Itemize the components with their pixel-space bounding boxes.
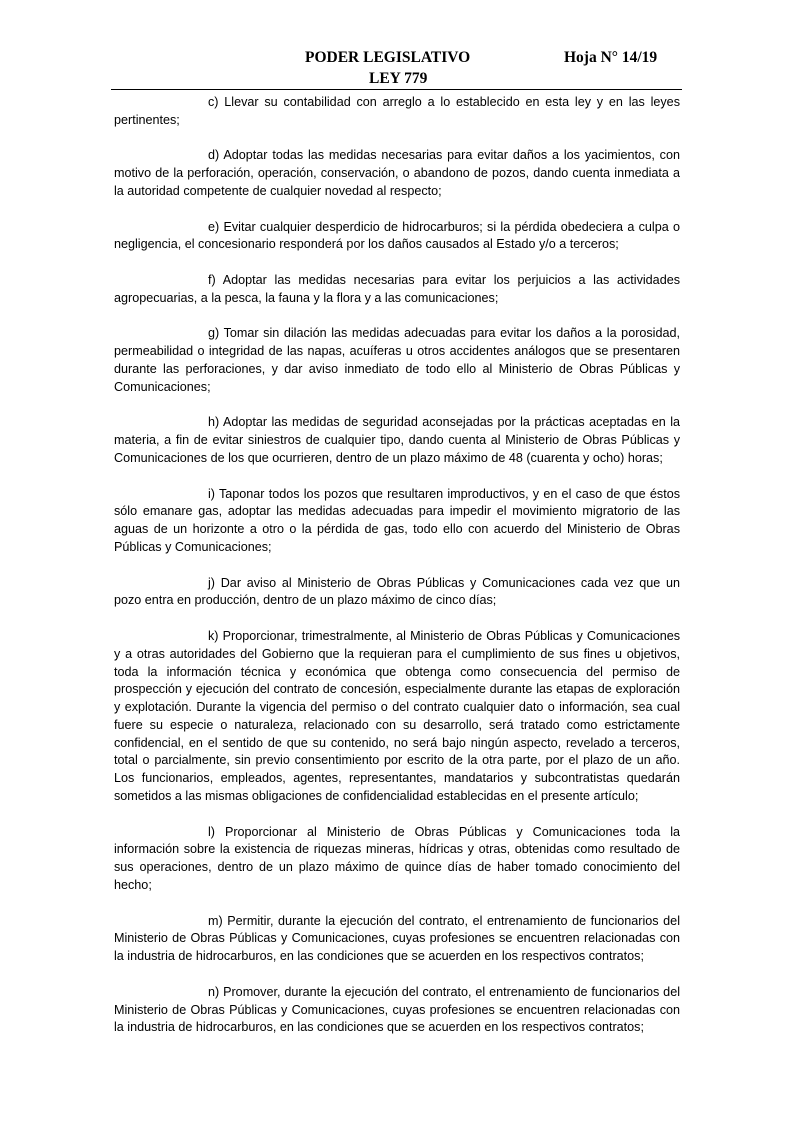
- paragraph-f: f) Adoptar las medidas necesarias para evitar los perjuicios a las actividades agropecuarias, a la pesca, la fauna y la flora y a las comunicaciones;: [114, 272, 680, 305]
- paragraph-m: m) Permitir, durante la ejecución del contrato, el entrenamiento de funcionarios del Ministerio de Obras Públicas y Comunicaciones, cuyas profesiones se encuentren relacionadas con la industria de hidrocarburos, en las condiciones que se acuerden en los respectivos contratos;: [114, 913, 680, 964]
- header-divider: [111, 89, 682, 90]
- paragraph-e: e) Evitar cualquier desperdicio de hidrocarburos; si la pérdida obedeciera a culpa o negligencia, el concesionario responderá por los daños causados al Estado y/o a terceros;: [114, 219, 680, 252]
- paragraph-j: j) Dar aviso al Ministerio de Obras Públicas y Comunicaciones cada vez que un pozo entra en producción, dentro de un plazo máximo de cinco días;: [114, 575, 680, 608]
- header-org-title: PODER LEGISLATIVO: [305, 49, 471, 66]
- paragraph-k: k) Proporcionar, trimestralmente, al Ministerio de Obras Públicas y Comunicaciones y a otras autoridades del Gobierno que la requieran para el cumplimiento de sus fines u objetivos, toda la información técnica y económica que obtenga como consecuencia del permiso de prospección y ejecución del contrato de concesión, especialmente durante las etapas de exploración y explotación. Durante la vigencia del permiso o del contrato cualquier dato o información, sea cual fuere su especie o naturaleza, relacionado con su desarrollo, será tratado como estrictamente confidencial, en el sentido de que su contenido, no será bajo ningún aspecto, revelado a terceros, total o parcialmente, sin previo consentimiento por escrito de la otra parte, por el plazo de un año. Los funcionarios, empleados, agentes, representantes, mandatarios y subcontratistas quedarán sometidos a las mismas obligaciones de confidencialidad establecidas en el presente artículo;: [114, 628, 680, 804]
- paragraph-i: i) Taponar todos los pozos que resultaren improductivos, y en el caso de que éstos sólo emanare gas, adoptar las medidas adecuadas para impedir el movimiento migratorio de las aguas de un horizonte a otro o la pérdida de gas, todo ello con acuerdo del Ministerio de Obras Públicas y Comunicaciones;: [114, 486, 680, 554]
- paragraph-c: c) Llevar su contabilidad con arreglo a lo establecido en esta ley y en las leyes pertinentes;: [114, 95, 680, 127]
- paragraph-h: h) Adoptar las medidas de seguridad aconsejadas por la prácticas aceptadas en la materia, a fin de evitar siniestros de cualquier tipo, dando cuenta al Ministerio de Obras Públicas y Comunicaciones de los que ocurrieren, dentro de un plazo máximo de 48 (cuarenta y ocho) horas;: [114, 415, 680, 465]
- paragraph-n: n) Promover, durante la ejecución del contrato, el entrenamiento de funcionarios del Ministerio de Obras Públicas y Comunicaciones, cuyas profesiones se encuentren relacionadas con la industria de hidrocarburos, en las condiciones que se acuerden en los respectivos contratos;: [114, 984, 680, 1035]
- paragraph-l: l) Proporcionar al Ministerio de Obras Públicas y Comunicaciones toda la información sobre la existencia de riquezas mineras, hídricas y otras, obtenidas como resultado de sus operaciones, dentro de un plazo máximo de quince días de haber tomado conocimiento del hecho;: [114, 824, 680, 893]
- header-sheet-number: Hoja N° 14/19: [564, 49, 658, 66]
- paragraph-d: d) Adoptar todas las medidas necesarias para evitar daños a los yacimientos, con motivo de la perforación, operación, conservación, o abandono de pozos, dando cuenta inmediata a la autoridad competente de cualquier novedad al respecto;: [114, 148, 680, 198]
- paragraph-g: g) Tomar sin dilación las medidas adecuadas para evitar los daños a la porosidad, permeabilidad o integridad de las napas, acuíferas u otros accidentes análogos que se presentaren durante las perforaciones, y dar aviso inmediato de todo ello al Ministerio de Obras Públicas y Comunicaciones;: [114, 326, 680, 394]
- document-body: [114, 94, 680, 1055]
- page-header: [0, 49, 795, 89]
- header-law-number: LEY 779: [369, 70, 428, 87]
